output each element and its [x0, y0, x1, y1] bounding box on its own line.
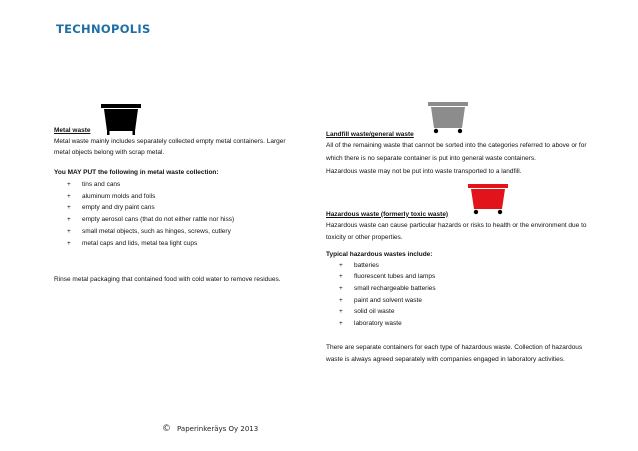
- right-column: [326, 131, 588, 367]
- footer-text: Paperinkeräys Oy 2013: [177, 425, 259, 433]
- list-item: + empty and dry paint cans: [54, 202, 302, 214]
- landfill-waste-note: Hazardous waste may not be put into waste transported to a landfill.: [326, 168, 522, 175]
- hazardous-waste-item-list: [326, 260, 588, 330]
- metal-waste-heading: Metal waste: [54, 127, 91, 134]
- list-item: + small metal objects, such as hinges, screws, cutlery: [54, 226, 302, 238]
- list-item: + tins and cans: [54, 179, 302, 191]
- list-item: + empty aerosol cans (that do not either rattle nor hiss): [54, 214, 302, 226]
- landfill-waste-description: All of the remaining waste that cannot be sorted into the categories referred to above or for which there is no separate container is put into general waste containers.: [326, 142, 587, 162]
- landfill-waste-bin-icon: [428, 102, 468, 134]
- landfill-waste-heading: Landfill waste/general waste: [326, 131, 414, 138]
- hazardous-waste-note: There are separate containers for each type of hazardous waste. Collection of hazardous waste is always agreed separately with companies engaged in laboratory activities.: [326, 343, 583, 364]
- hazardous-waste-list-heading: Typical hazardous wastes include:: [326, 250, 433, 258]
- metal-waste-rinse-note: Rinse metal packaging that contained food with cold water to remove residues.: [54, 276, 281, 284]
- hazardous-waste-description: Hazardous waste can cause particular hazards or risks to health or the environment due to toxicity or other properties.: [326, 221, 587, 241]
- metal-waste-description: Metal waste mainly includes separately collected empty metal containers. Larger metal objects belong with scrap metal.: [54, 138, 286, 156]
- hazardous-waste-heading: Hazardous waste (formerly toxic waste): [326, 210, 449, 218]
- list-item: + solid oil waste: [326, 306, 588, 318]
- list-item: + aluminum molds and foils: [54, 191, 302, 203]
- list-item: + fluorescent tubes and lamps: [326, 271, 588, 283]
- copyright-symbol: ©: [162, 424, 171, 434]
- list-item: + laboratory waste: [326, 318, 588, 330]
- company-logo: TECHNOPOLIS: [56, 22, 151, 36]
- list-item: + metal caps and lids, metal tea light cups: [54, 238, 302, 250]
- footer: [162, 424, 258, 434]
- list-item: + batteries: [326, 260, 588, 272]
- metal-waste-item-list: [54, 179, 302, 249]
- metal-waste-allowed-heading: You MAY PUT the following in metal waste collection:: [54, 169, 219, 176]
- list-item: + small rechargeable batteries: [326, 283, 588, 295]
- hazardous-waste-section: [326, 211, 588, 367]
- list-item: + paint and solvent waste: [326, 295, 588, 307]
- landfill-waste-section: [326, 131, 588, 179]
- metal-waste-section: [54, 127, 302, 285]
